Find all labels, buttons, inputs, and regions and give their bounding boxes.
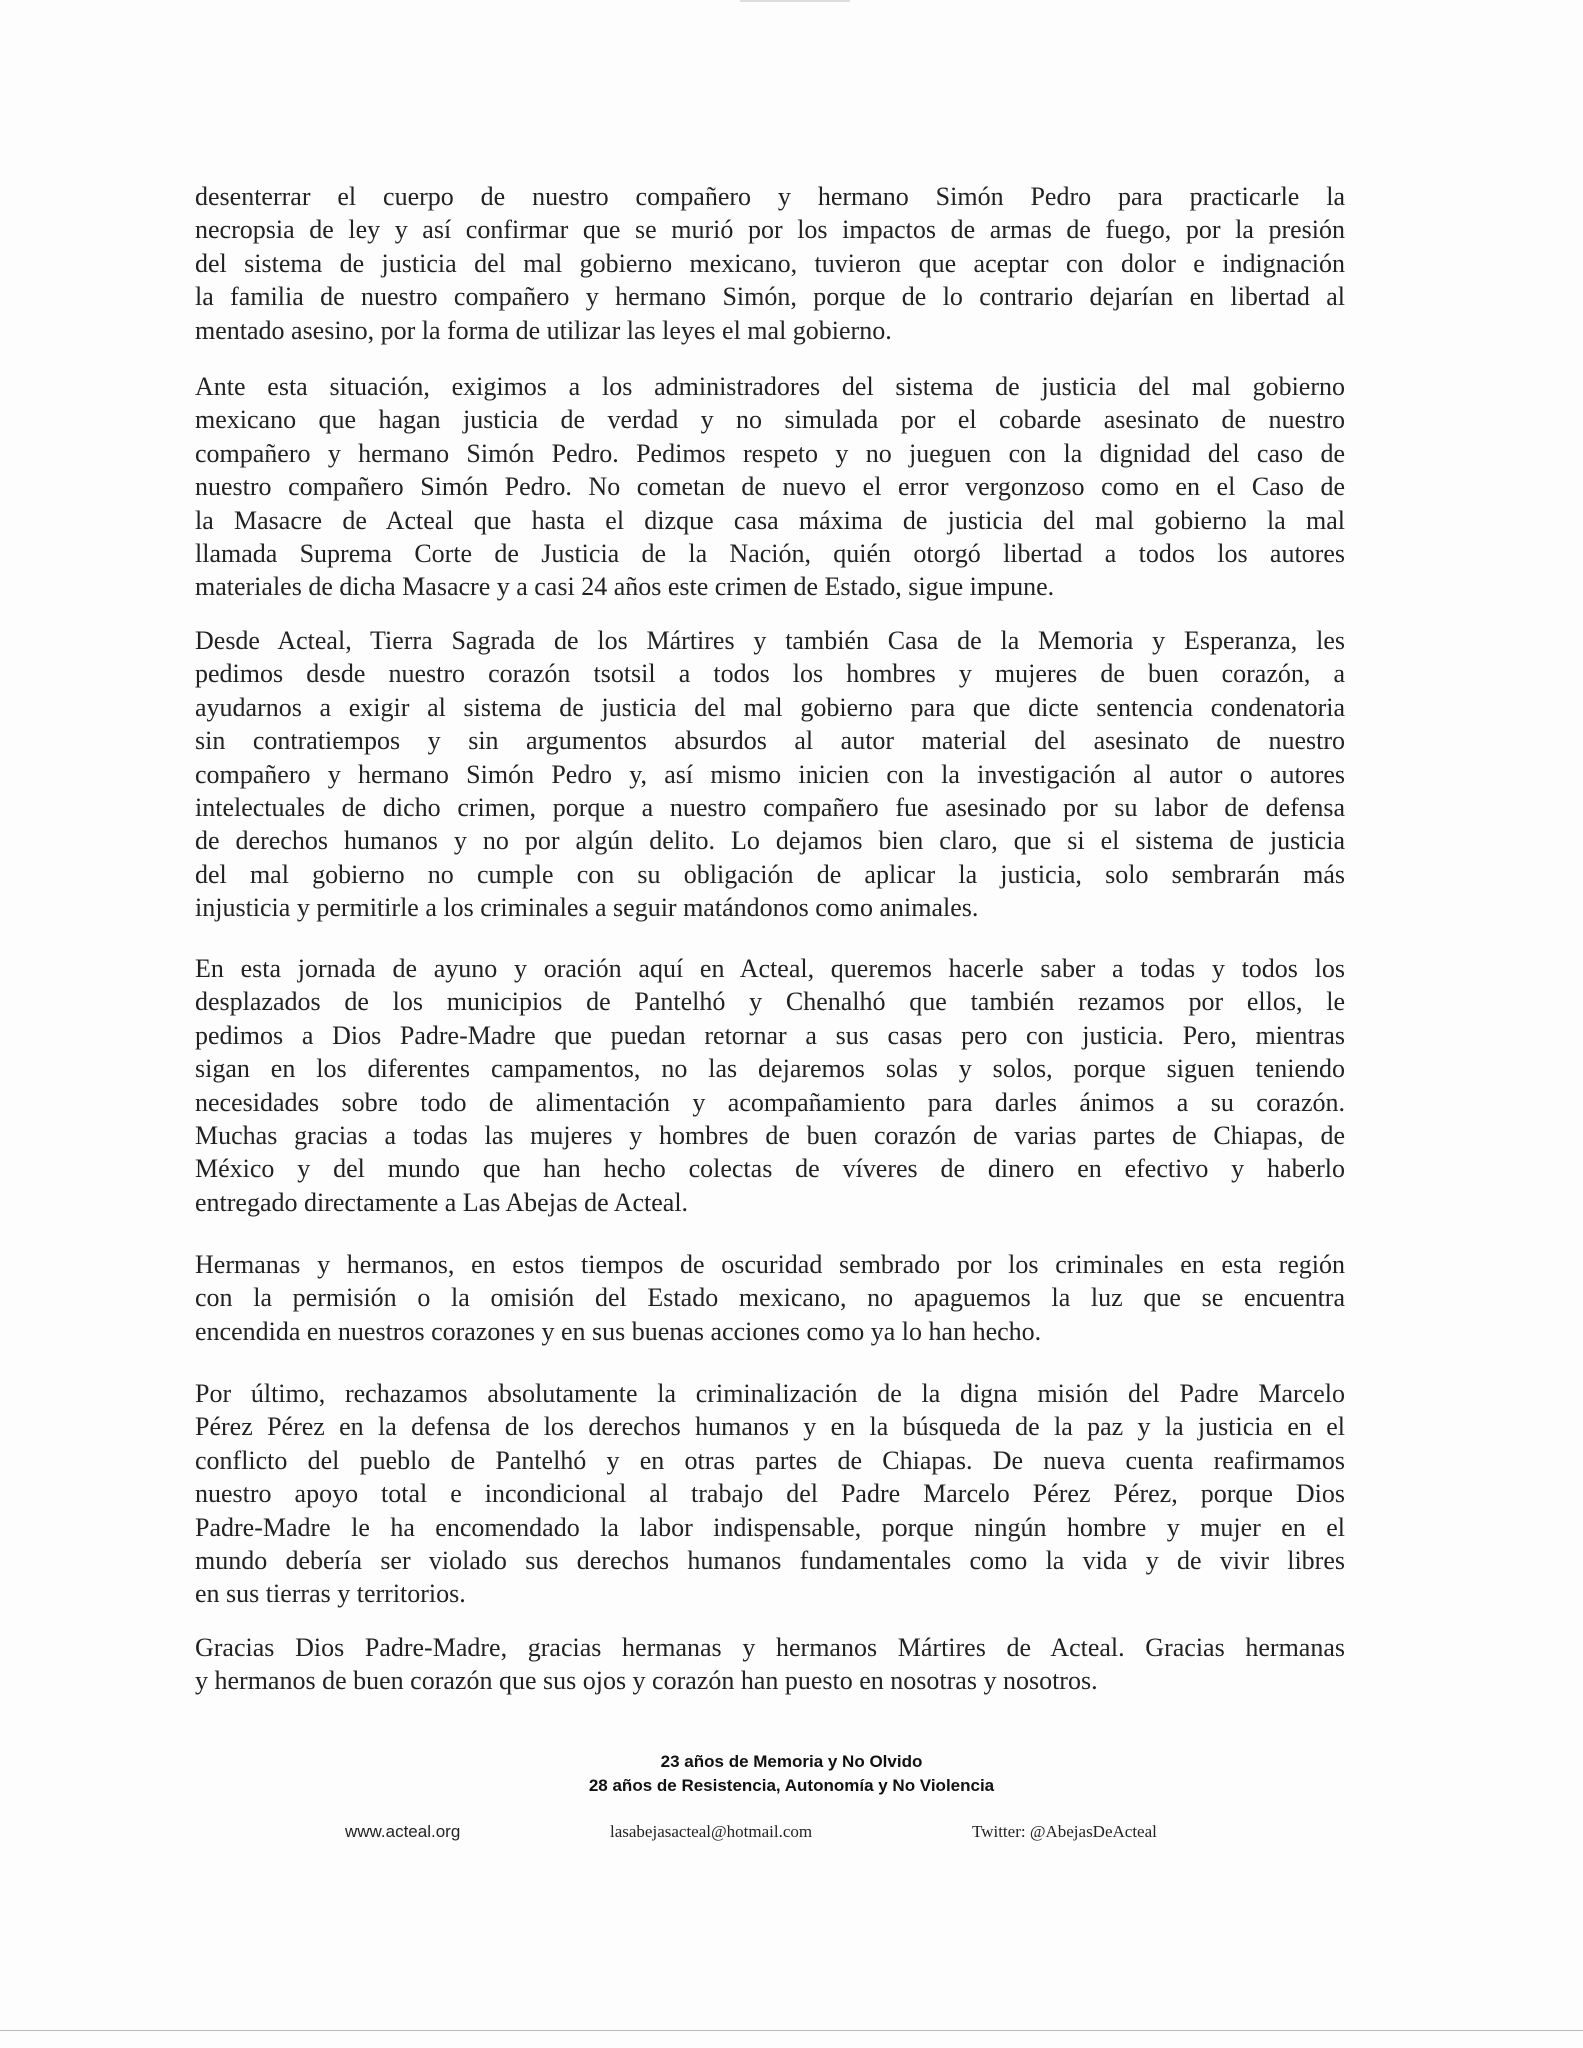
scan-artifact <box>740 0 850 2</box>
text-line: nuestro compañero Simón Pedro. No cometan de nuevo el error vergonzoso como en el Caso de <box>195 472 1345 502</box>
text-line: injusticia y permitirle a los criminales a seguir matándonos como animales. <box>195 893 979 923</box>
text-line: ayudarnos a exigir al sistema de justicia del mal gobierno para que dicte sentencia condenatoria <box>195 692 1345 722</box>
text-line: Gracias Dios Padre-Madre, gracias hermanas y hermanos Mártires de Acteal. Gracias hermanas <box>195 1633 1345 1662</box>
text-line: con la permisión o la omisión del Estado mexicano, no apaguemos la luz que se encuentra <box>195 1283 1345 1313</box>
text-line: mexicano que hagan justicia de verdad y no simulada por el cobarde asesinato de nuestro <box>195 405 1345 435</box>
text-line: entregado directamente a Las Abejas de Acteal. <box>195 1187 689 1217</box>
text-line: nuestro apoyo total e incondicional al trabajo del Padre Marcelo Pérez Pérez, porque Dios <box>195 1479 1345 1509</box>
text-line: llamada Suprema Corte de Justicia de la Nación, quién otorgó libertad a todos los autores <box>195 538 1345 568</box>
text-line: desenterrar el cuerpo de nuestro compañero y hermano Simón Pedro para practicarle la <box>195 182 1345 211</box>
text-line: Pérez Pérez en la defensa de los derechos humanos y en la búsqueda de la paz y la justicia en el <box>195 1412 1345 1442</box>
text-line: la familia de nuestro compañero y hermano Simón, porque de lo contrario dejarían en libertad al <box>195 282 1345 312</box>
text-line: la Masacre de Acteal que hasta el dizque casa máxima de justicia del mal gobierno la mal <box>195 505 1345 535</box>
text-line: Muchas gracias a todas las mujeres y hombres de buen corazón de varias partes de Chiapas, de <box>195 1120 1345 1150</box>
text-line: materiales de dicha Masacre y a casi 24 años este crimen de Estado, sigue impune. <box>195 572 1055 602</box>
text-line: necropsia de ley y así confirmar que se murió por los impactos de armas de fuego, por la presión <box>195 215 1345 245</box>
text-line: compañero y hermano Simón Pedro y, así mismo inicien con la investigación al autor o autores <box>195 759 1345 789</box>
text-line: Por último, rechazamos absolutamente la criminalización de la digna misión del Padre Marcelo <box>195 1379 1345 1408</box>
text-line: México y del mundo que han hecho colectas de víveres de dinero en efectivo y haberlo <box>195 1154 1345 1184</box>
text-line: Hermanas y hermanos, en estos tiempos de oscuridad sembrado por los criminales en esta región <box>195 1250 1345 1279</box>
text-line: Ante esta situación, exigimos a los administradores del sistema de justicia del mal gobierno <box>195 372 1345 401</box>
paragraph <box>195 180 1345 347</box>
text-line: y hermanos de buen corazón que sus ojos y corazón han puesto en nosotras y nosotros. <box>195 1666 1098 1696</box>
text-line: pedimos desde nuestro corazón tsotsil a todos los hombres y mujeres de buen corazón, a <box>195 659 1345 689</box>
text-line: sin contratiempos y sin argumentos absurdos al autor material del asesinato de nuestro <box>195 726 1345 756</box>
text-line: Padre-Madre le ha encomendado la labor indispensable, porque ningún hombre y mujer en el <box>195 1512 1345 1542</box>
text-line: Desde Acteal, Tierra Sagrada de los Mártires y también Casa de la Memoria y Esperanza, les <box>195 626 1345 655</box>
twitter-handle[interactable]: Twitter: @AbejasDeActeal <box>972 1822 1157 1841</box>
text-line: del mal gobierno no cumple con su obligación de aplicar la justicia, solo sembrarán más <box>195 859 1345 889</box>
text-line: desplazados de los municipios de Pantelhó y Chenalhó que también rezamos por ellos, le <box>195 987 1345 1017</box>
text-line: encendida en nuestros corazones y en sus buenas acciones como ya lo han hecho. <box>195 1316 1042 1346</box>
text-line: mundo debería ser violado sus derechos humanos fundamentales como la vida y de vivir libres <box>195 1545 1345 1575</box>
website-link[interactable]: www.acteal.org <box>345 1822 461 1841</box>
text-line: conflicto del pueblo de Pantelhó y en otras partes de Chiapas. De nueva cuenta reafirmamos <box>195 1445 1345 1475</box>
text-line: del sistema de justicia del mal gobierno mexicano, tuvieron que aceptar con dolor e indignación <box>195 248 1345 278</box>
paragraph <box>195 1248 1345 1348</box>
paragraph <box>195 624 1345 925</box>
text-line: sigan en los diferentes campamentos, no las dejaremos solas y solos, porque siguen teniendo <box>195 1054 1345 1084</box>
email-link[interactable]: lasabejasacteal@hotmail.com <box>610 1822 813 1841</box>
text-line: compañero y hermano Simón Pedro. Pedimos respeto y no jueguen con la dignidad del caso de <box>195 438 1345 468</box>
text-line: En esta jornada de ayuno y oración aquí en Acteal, queremos hacerle saber a todas y todos los <box>195 954 1345 983</box>
page-edge-line <box>0 2030 1583 2031</box>
text-line: de derechos humanos y no por algún delito. Lo dejamos bien claro, que si el sistema de justicia <box>195 826 1345 856</box>
text-line: en sus tierras y territorios. <box>195 1579 466 1609</box>
footer-motto-memoria: 23 años de Memoria y No Olvido <box>660 1752 923 1771</box>
footer-motto-resistencia: 28 años de Resistencia, Autonomía y No Violencia <box>588 1776 995 1795</box>
text-line: pedimos a Dios Padre-Madre que puedan retornar a sus casas pero con justicia. Pero, mientras <box>195 1020 1345 1050</box>
paragraph <box>195 952 1345 1219</box>
text-line: mentado asesino, por la forma de utilizar las leyes el mal gobierno. <box>195 315 892 345</box>
paragraph <box>195 1631 1345 1698</box>
paragraph <box>195 370 1345 604</box>
text-line: intelectuales de dicho crimen, porque a nuestro compañero fue asesinado por su labor de defensa <box>195 792 1345 822</box>
text-line: necesidades sobre todo de alimentación y acompañamiento para darles ánimos a su corazón. <box>195 1087 1345 1117</box>
paragraph <box>195 1377 1345 1611</box>
